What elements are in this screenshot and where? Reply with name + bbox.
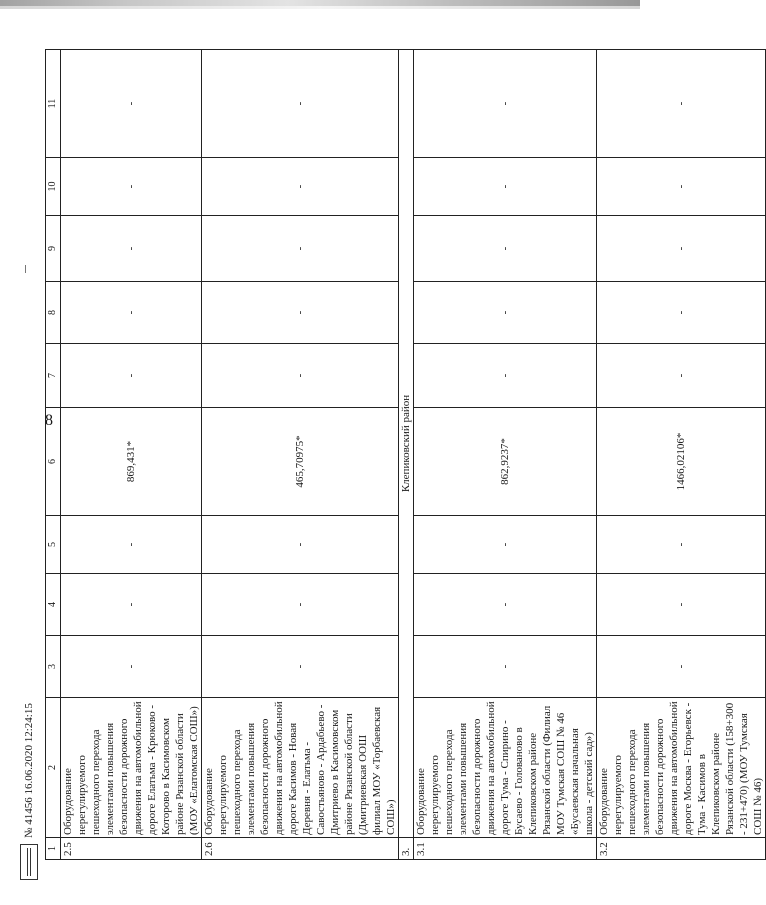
cell-value: -: [61, 516, 202, 574]
column-header: 4: [46, 574, 61, 636]
section-row: [399, 50, 414, 860]
column-header: 10: [46, 158, 61, 216]
row-number: 2.5: [61, 838, 202, 860]
column-header: 1: [46, 838, 61, 860]
section-number: 3.: [399, 838, 414, 860]
cell-value: -: [414, 574, 597, 636]
cell-value: -: [202, 216, 399, 282]
table-row: [597, 50, 766, 860]
column-header: 11: [46, 50, 61, 158]
section-title: Клепиковский район: [399, 50, 414, 838]
row-description: Оборудование нерегулируемого пешеходного перехода элементами повышения безопасности дорожного движения на автомобильной дороге Тума - Спирино - Бусаево - Голованово в Клепиковском районе Рязанской области (Филиал МОУ Тумская СОШ № 46 «Бусаевская начальная школа - детский сад»): [414, 698, 597, 838]
cell-value: -: [597, 344, 766, 408]
cell-value: -: [202, 50, 399, 158]
cell-value: -: [61, 574, 202, 636]
cell-value: -: [597, 282, 766, 344]
document-id-timestamp: № 41456 16.06.2020 12:24:15: [23, 703, 35, 838]
cell-amount: 1466,02106*: [597, 408, 766, 516]
column-header: 5: [46, 516, 61, 574]
column-header: 3: [46, 636, 61, 698]
cell-value: -: [202, 574, 399, 636]
cell-value: -: [597, 216, 766, 282]
cell-value: -: [597, 636, 766, 698]
cell-value: -: [414, 636, 597, 698]
row-description: Оборудование нерегулируемого пешеходного перехода элементами повышения безопасности дорожного движения на автомобильной дороге Елатьма - Крюково - Которово в Касимовском районе Рязанской области (МОУ «Елатомская СОШ»): [61, 698, 202, 838]
cell-amount: 862,9237*: [414, 408, 597, 516]
scan-speck: [25, 265, 26, 273]
cell-value: -: [597, 50, 766, 158]
cell-value: -: [414, 158, 597, 216]
row-number: 2.6: [202, 838, 399, 860]
column-header: 8: [46, 282, 61, 344]
row-number: 3.1: [414, 838, 597, 860]
cell-value: -: [202, 158, 399, 216]
cell-value: -: [61, 216, 202, 282]
cell-value: -: [61, 50, 202, 158]
table-row: [61, 50, 202, 860]
row-number: 3.2: [597, 838, 766, 860]
cell-amount: 869,431*: [61, 408, 202, 516]
cell-amount: 465,70975*: [202, 408, 399, 516]
cell-value: -: [414, 216, 597, 282]
data-table: [45, 49, 766, 860]
cell-value: -: [61, 344, 202, 408]
cell-value: -: [61, 158, 202, 216]
table-row: [202, 50, 399, 860]
rotated-table-wrapper: [45, 50, 764, 860]
column-header: 9: [46, 216, 61, 282]
page-number: 8: [45, 412, 53, 429]
cell-value: -: [597, 516, 766, 574]
cell-value: -: [202, 344, 399, 408]
cell-value: -: [202, 636, 399, 698]
table-header-row: [46, 50, 61, 860]
scan-edge-artifact: [0, 6, 640, 9]
column-header: 7: [46, 344, 61, 408]
row-description: Оборудование нерегулируемого пешеходного перехода элементами повышения безопасности дорожного движения на автомобильной дороге Москва - Егорьевск - Тума - Касимов в Клепиковском районе Рязанской области (158+300 - 231+470) (МОУ Тумская СОШ № 46): [597, 698, 766, 838]
cell-value: -: [414, 344, 597, 408]
row-description: Оборудование нерегулируемого пешеходного перехода элементами повышения безопасности дорожного движения на автомобильной дороге Касимов - Новая Деревня - Елатьма - Савостьяново - Ардабьево - Дмитриево в Касимовском районе Рязанской области (Дмитриевская ООШ филиал МОУ «Торбаевская СОШ»): [202, 698, 399, 838]
document-stamp: [20, 695, 38, 880]
cell-value: -: [202, 516, 399, 574]
document-system-logo-icon: [20, 844, 38, 880]
cell-value: -: [597, 574, 766, 636]
table-row: [414, 50, 597, 860]
column-header: 6: [46, 408, 61, 516]
cell-value: -: [414, 282, 597, 344]
cell-value: -: [414, 516, 597, 574]
cell-value: -: [597, 158, 766, 216]
cell-value: -: [202, 282, 399, 344]
cell-value: -: [61, 282, 202, 344]
cell-value: -: [414, 50, 597, 158]
cell-value: -: [61, 636, 202, 698]
column-header: 2: [46, 698, 61, 838]
